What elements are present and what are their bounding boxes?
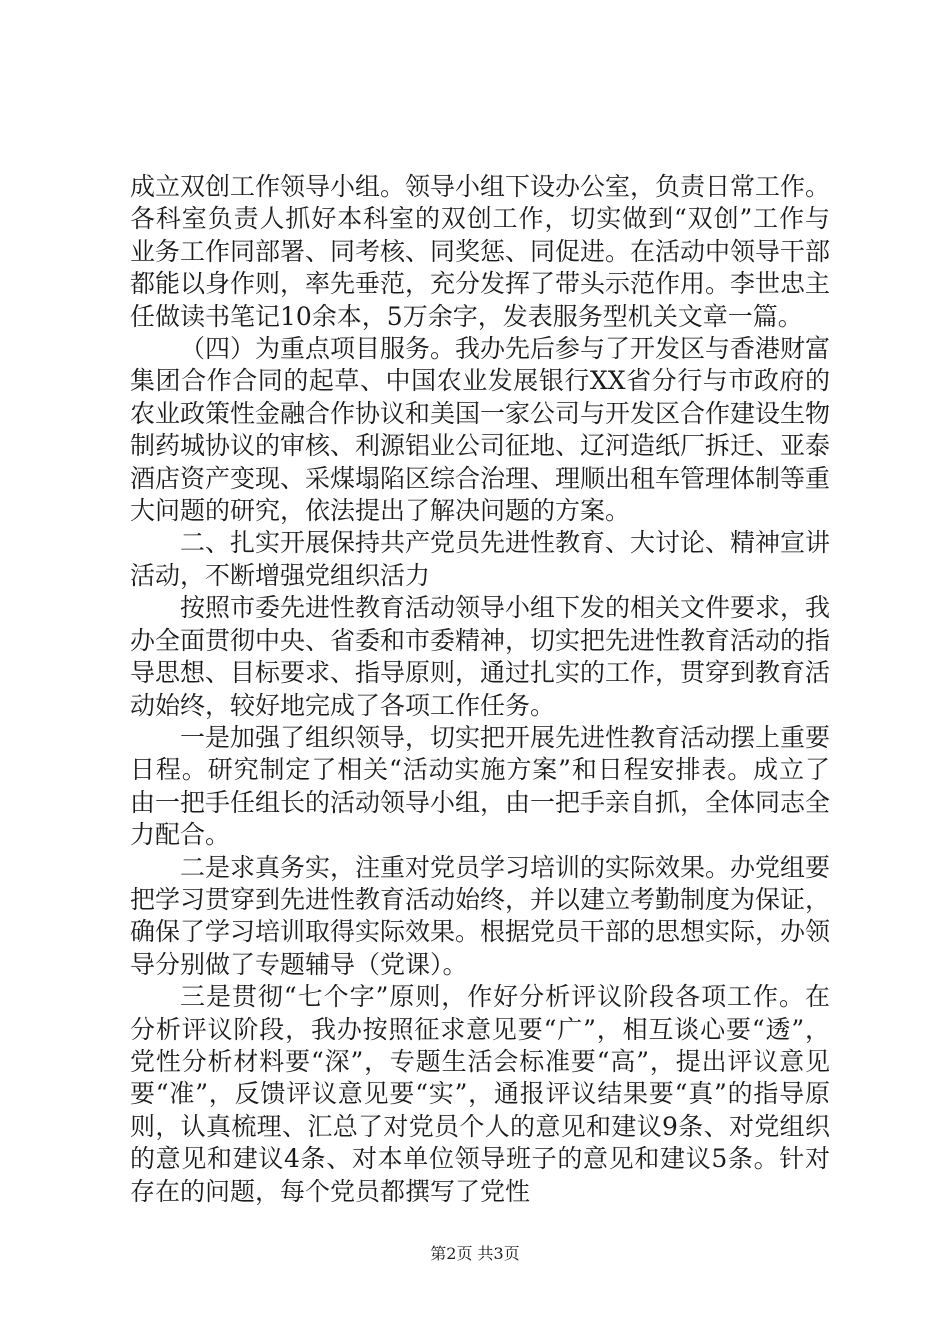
page-footer: 第2页 共3页 (430, 1244, 520, 1263)
paragraph-2: （四）为重点项目服务。我办先后参与了开发区与香港财富集团合作合同的起草、中国农业发展银行XX省分行与市政府的农业政策性金融合作协议和美国一家公司与开发区合作建设生物制药城协议的审核、利源铝业公司征地、辽河造纸厂拆迁、亚泰酒店资产变现、采煤塌陷区综合治理、理顺出租车管理体制等重大问题的研究，依法提出了解决问题的方案。 (130, 334, 831, 526)
paragraph-1: 成立双创工作领导小组。领导小组下设办公室，负责日常工作。各科室负责人抓好本科室的双创工作，切实做到“双创”工作与业务工作同部署、同考核、同奖惩、同促进。在活动中领导干部都能以身作则，率先垂范，充分发挥了带头示范作用。李世忠主任做读书笔记10余本，5万余字，发表服务型机关文章一篇。 (130, 172, 831, 331)
paragraph-3: 按照市委先进性教育活动领导小组下发的相关文件要求，我办全面贯彻中央、省委和市委精神，切实把先进性教育活动的指导思想、目标要求、指导原则，通过扎实的工作，贯穿到教育活动始终，较好地完成了各项工作任务。 (130, 593, 831, 720)
document-body (130, 171, 830, 1208)
paragraph-5: 二是求真务实，注重对党员学习培训的实际效果。办党组要把学习贯穿到先进性教育活动始终，并以建立考勤制度为保证，确保了学习培训取得实际效果。根据党员干部的思想实际，办领导分别做了专题辅导（党课）。 (130, 852, 831, 979)
section-heading: 二、扎实开展保持共产党员先进性教育、大讨论、精神宣讲活动，不断增强党组织活力 (130, 528, 831, 590)
paragraph-4: 一是加强了组织领导，切实把开展先进性教育活动摆上重要日程。研究制定了相关“活动实施方案”和日程安排表。成立了由一把手任组长的活动领导小组，由一把手亲自抓，全体同志全力配合。 (130, 722, 831, 850)
paragraph-6: 三是贯彻“七个字”原则，作好分析评议阶段各项工作。在分析评议阶段，我办按照征求意见要“广”，相互谈心要“透”，党性分析材料要“深”，专题生活会标准要“高”，提出评议意见要“准”，反馈评议意见要“实”，通报评议结果要“真”的指导原则，认真梳理、汇总了对党员个人的意见和建议9条、对党组织的意见和建议4条、对本单位领导班子的意见和建议5条。针对存在的问题，每个党员都撰写了党性 (130, 982, 830, 1206)
